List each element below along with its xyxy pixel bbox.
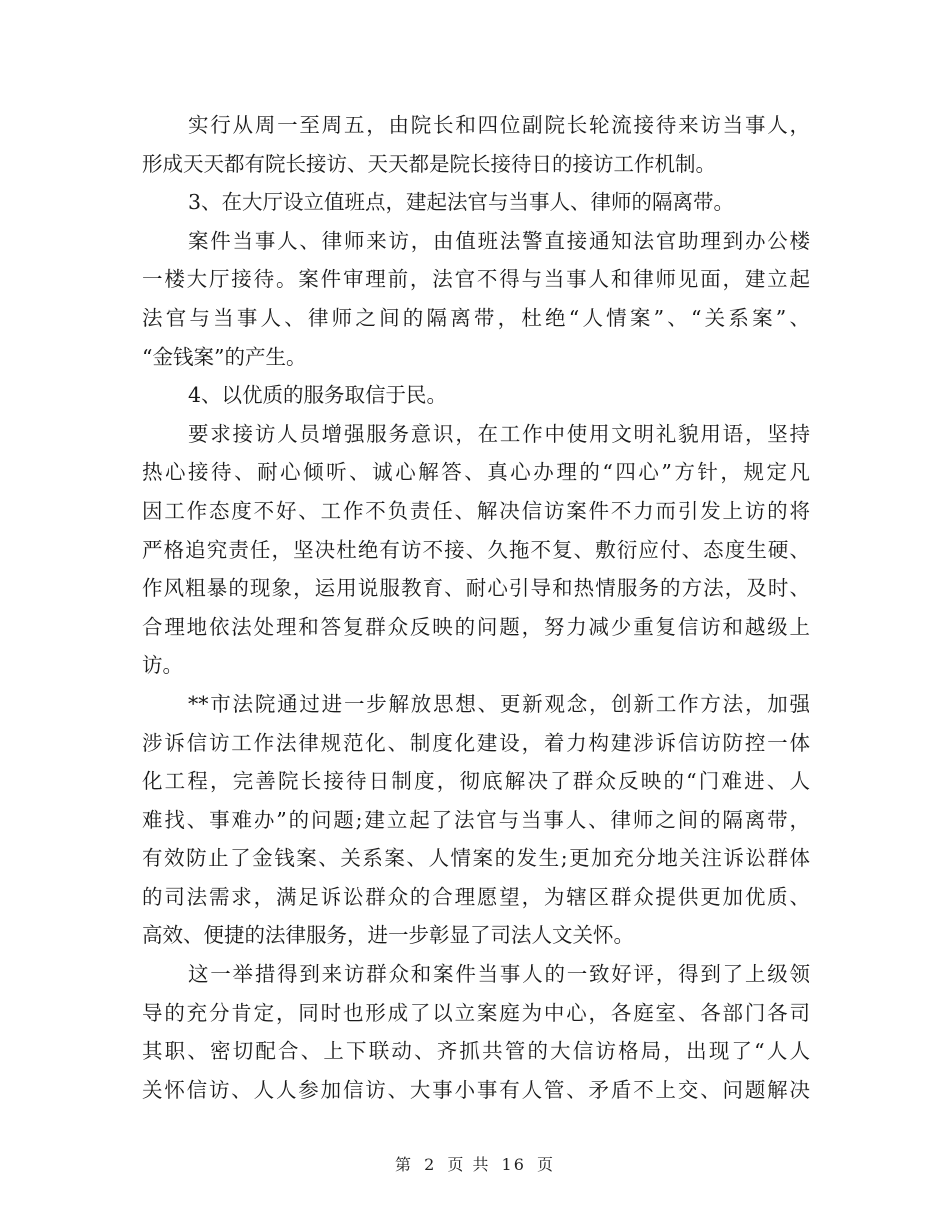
footer-page-number: 2 bbox=[424, 1155, 437, 1174]
text-line: “金钱案”的产生。 bbox=[142, 344, 307, 369]
footer-middle: 页 共 bbox=[447, 1155, 491, 1174]
text-line: 严格追究责任，坚决杜绝有访不接、久拖不复、敷衍应付、态度生硬、 bbox=[142, 537, 810, 562]
text-line: 4、以优质的服务取信于民。 bbox=[188, 383, 448, 408]
text-line: 其职、密切配合、上下联动、齐抓共管的大信访格局，出现了“人人 bbox=[142, 1039, 810, 1064]
document-body bbox=[142, 106, 810, 1109]
footer-total-pages: 16 bbox=[501, 1155, 526, 1174]
text-line: **市法院通过进一步解放思想、更新观念，创新工作方法，加强 bbox=[188, 691, 810, 716]
text-line: 的司法需求，满足诉讼群众的合理愿望，为辖区群众提供更加优质、 bbox=[142, 884, 810, 909]
text-line: 化工程，完善院长接待日制度，彻底解决了群众反映的“门难进、人 bbox=[142, 769, 810, 794]
text-line: 案件当事人、律师来访，由值班法警直接通知法官助理到办公楼 bbox=[188, 228, 810, 253]
footer-prefix: 第 bbox=[394, 1155, 413, 1174]
page-footer bbox=[0, 1152, 950, 1175]
text-line: 形成天天都有院长接访、天天都是院长接待日的接访工作机制。 bbox=[142, 151, 716, 176]
text-line: 一楼大厅接待。案件审理前，法官不得与当事人和律师见面，建立起 bbox=[142, 267, 810, 292]
text-line: 难找、事难办”的问题;建立起了法官与当事人、律师之间的隔离带， bbox=[142, 807, 810, 832]
text-line: 这一举措得到来访群众和案件当事人的一致好评，得到了上级领 bbox=[188, 962, 810, 987]
text-line: 有效防止了金钱案、关系案、人情案的发生;更加充分地关注诉讼群体 bbox=[142, 846, 810, 871]
text-line: 访。 bbox=[142, 653, 183, 678]
text-line: 法官与当事人、律师之间的隔离带，杜绝“人情案”、“关系案”、 bbox=[142, 305, 810, 330]
text-line: 高效、便捷的法律服务，进一步彰显了司法人文关怀。 bbox=[142, 923, 634, 948]
text-line: 要求接访人员增强服务意识，在工作中使用文明礼貌用语，坚持 bbox=[188, 421, 810, 446]
text-line: 3、在大厅设立值班点，建起法官与当事人、律师的隔离带。 bbox=[188, 190, 735, 215]
text-line: 热心接待、耐心倾听、诚心解答、真心办理的“四心”方针，规定凡 bbox=[142, 460, 810, 485]
text-line: 涉诉信访工作法律规范化、制度化建设，着力构建涉诉信访防控一体 bbox=[142, 730, 810, 755]
text-line: 作风粗暴的现象，运用说服教育、耐心引导和热情服务的方法，及时、 bbox=[142, 576, 810, 601]
text-line: 合理地依法处理和答复群众反映的问题，努力减少重复信访和越级上 bbox=[142, 614, 810, 639]
text-line: 实行从周一至周五，由院长和四位副院长轮流接待来访当事人， bbox=[188, 113, 810, 137]
text-line: 导的充分肯定，同时也形成了以立案庭为中心，各庭室、各部门各司 bbox=[142, 1000, 810, 1025]
text-line: 因工作态度不好、工作不负责任、解决信访案件不力而引发上访的将 bbox=[142, 498, 810, 523]
footer-suffix: 页 bbox=[537, 1155, 556, 1174]
text-line: 关怀信访、人人参加信访、大事小事有人管、矛盾不上交、问题解决 bbox=[142, 1077, 810, 1102]
